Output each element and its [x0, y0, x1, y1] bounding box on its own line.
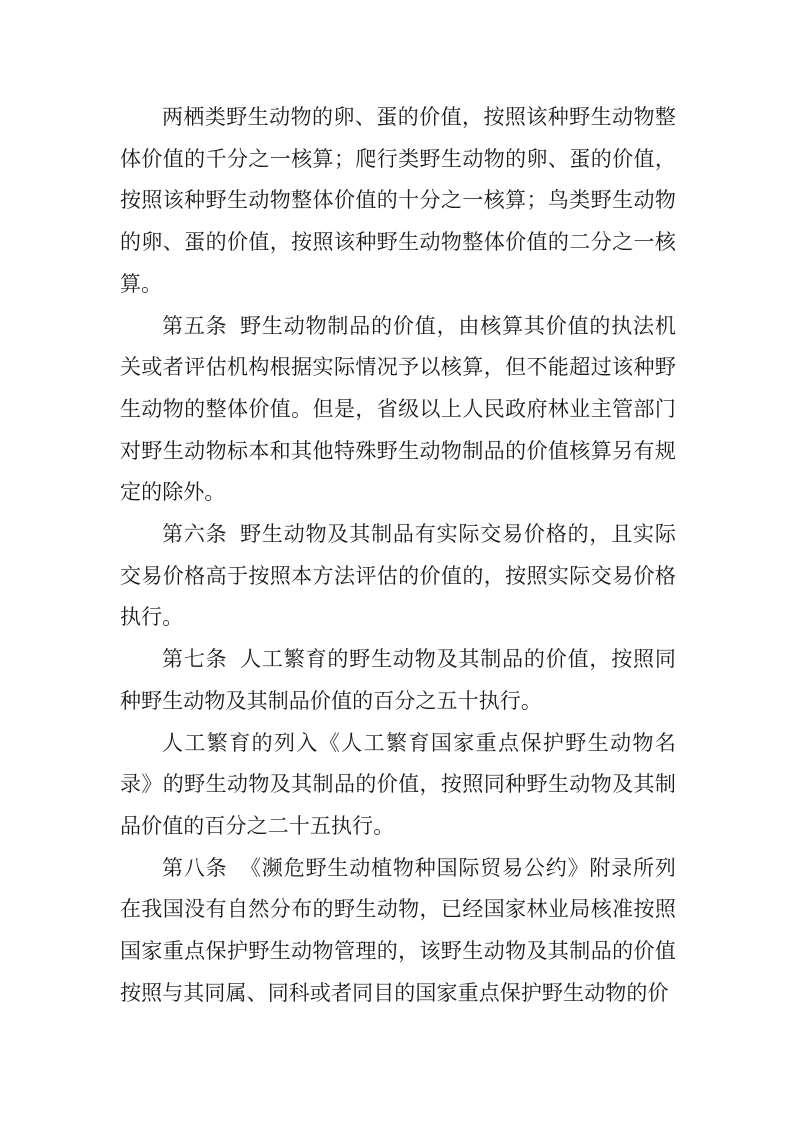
paragraph-text: 两栖类野生动物的卵、蛋的价值，按照该种野生动物整体价值的千分之一核算；爬行类野生动物的卵、蛋的价值，按照该种野生动物整体价值的十分之一核算；鸟类野生动物的卵、蛋的价值，按照该种野生动物整体价值的二分之一核算。	[120, 105, 676, 296]
paragraph-article-7	[120, 639, 676, 722]
paragraph-artificial-breeding-list	[120, 723, 676, 848]
article-number: 第七条	[162, 647, 228, 672]
article-number: 第五条	[162, 313, 228, 338]
paragraph-text: 野生动物制品的价值，由核算其价值的执法机关或者评估机构根据实际情况予以核算，但不能超过该种野生动物的整体价值。但是，省级以上人民政府林业主管部门对野生动物标本和其他特殊野生动物制品的价值核算另有规定的除外。	[120, 313, 676, 505]
article-number: 第八条	[162, 855, 228, 880]
paragraph-article-5	[120, 306, 676, 515]
paragraph-eggs-valuation	[120, 97, 676, 306]
paragraph-article-8	[120, 848, 676, 1015]
paragraph-article-6	[120, 514, 676, 639]
paragraph-text: 野生动物及其制品有实际交易价格的，且实际交易价格高于按照本方法评估的价值的，按照实际交易价格执行。	[120, 522, 676, 630]
document-body	[120, 97, 676, 1014]
paragraph-text: 《濒危野生动植物种国际贸易公约》附录所列在我国没有自然分布的野生动物，已经国家林业局核准按照国家重点保护野生动物管理的，该野生动物及其制品的价值按照与其同属、同科或者同目的国家重点保护野生动物的价	[120, 855, 676, 1005]
paragraph-text: 人工繁育的列入《人工繁育国家重点保护野生动物名录》的野生动物及其制品的价值，按照同种野生动物及其制品价值的百分之二十五执行。	[120, 730, 676, 838]
paragraph-text: 人工繁育的野生动物及其制品的价值，按照同种野生动物及其制品价值的百分之五十执行。	[120, 647, 676, 713]
article-number: 第六条	[162, 522, 228, 547]
